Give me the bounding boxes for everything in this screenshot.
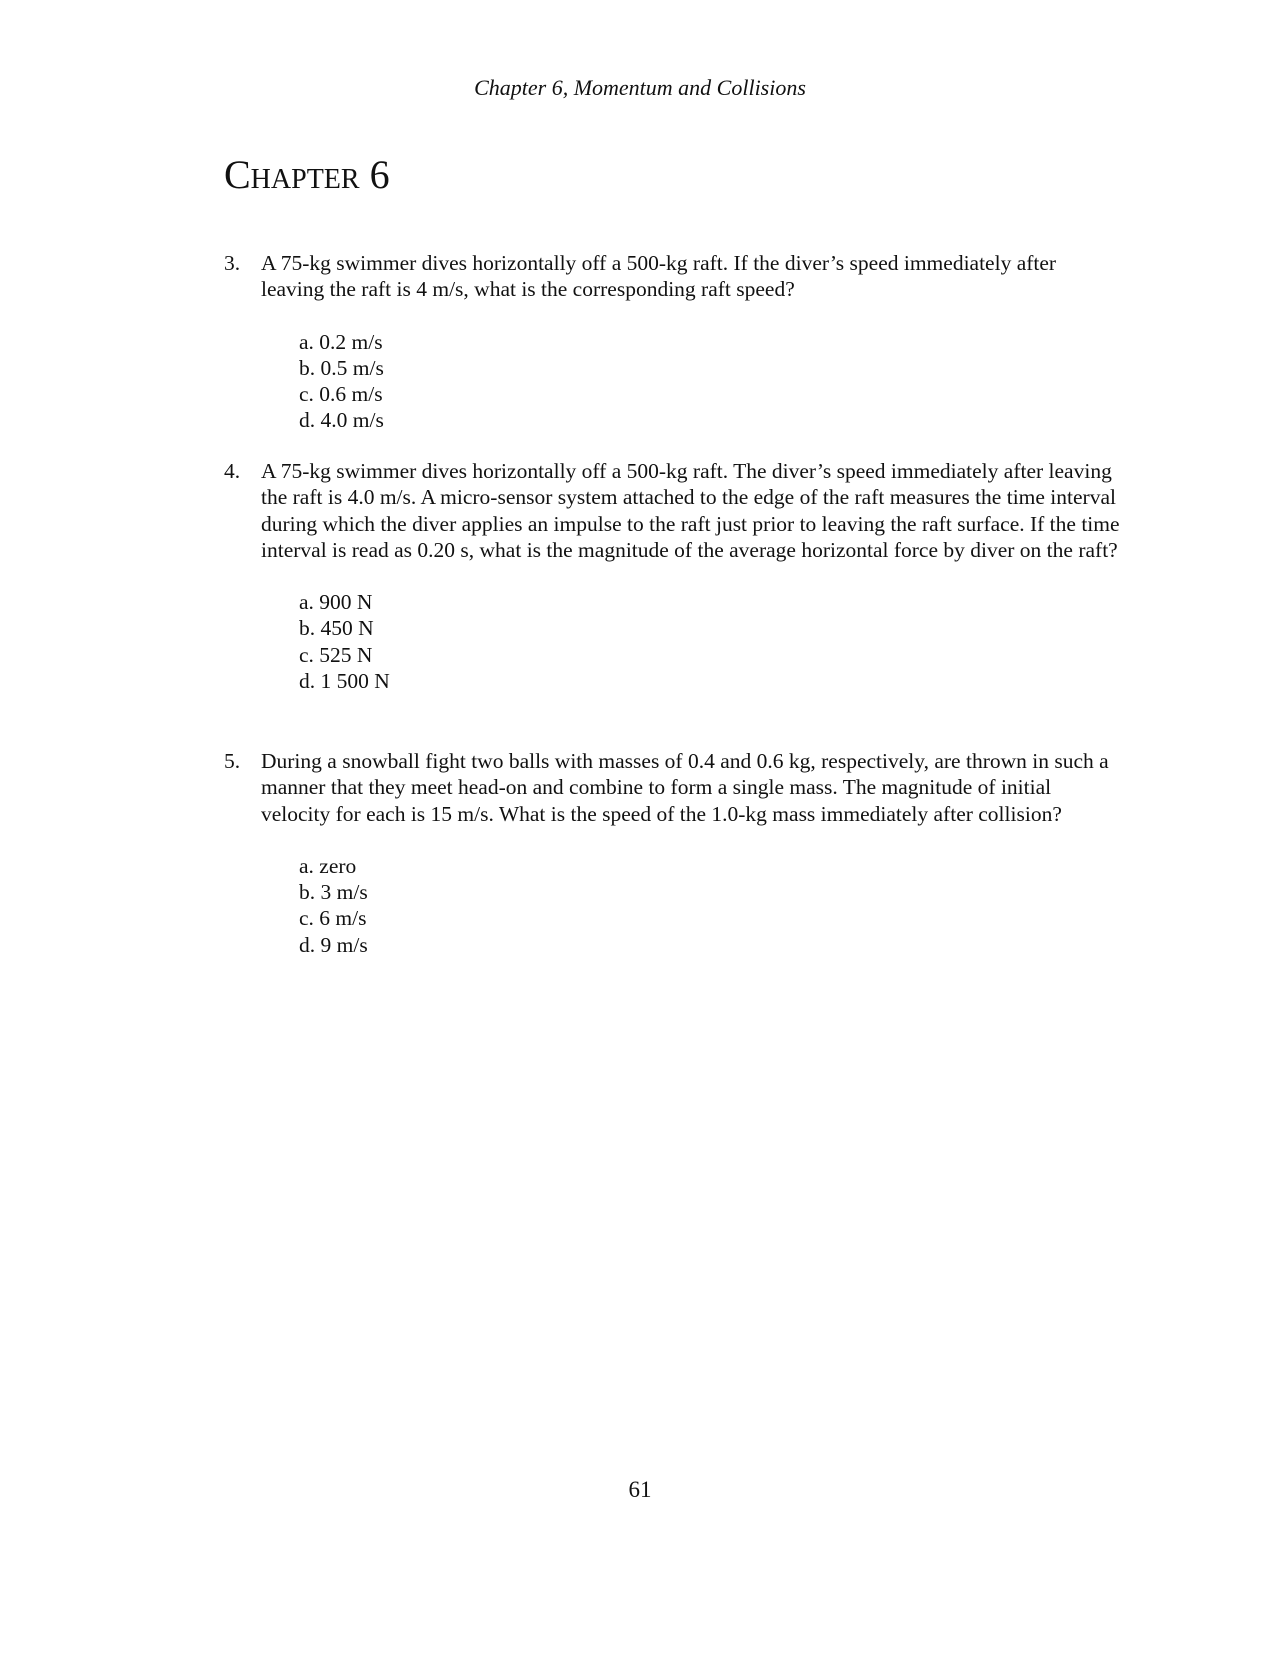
page-number: 61 xyxy=(628,1477,652,1502)
question-text: During a snowball fight two balls with masses of 0.4 and 0.6 kg, respectively, are thrown in such a manner that they meet head-on and combine to form a single mass. The magnitude of initial velocity for each is 15 m/s. What is the speed of the 1.0-kg mass immediately after collision? xyxy=(261,749,1109,826)
answer-option-d: d. 1 500 N xyxy=(299,669,390,694)
answer-options xyxy=(261,589,1120,694)
answer-option-c: c. 6 m/s xyxy=(299,906,367,931)
answer-option-a: a. 0.2 m/s xyxy=(299,329,383,354)
question-number: 3. xyxy=(224,251,241,275)
answer-option-b: b. 3 m/s xyxy=(299,880,368,905)
running-header: Chapter 6, Momentum and Collisions xyxy=(474,75,806,100)
answer-options xyxy=(261,853,1120,958)
answer-option-d: d. 4.0 m/s xyxy=(299,408,384,433)
question-4 xyxy=(220,458,1120,748)
answer-option-a: a. 900 N xyxy=(299,590,373,615)
question-text: A 75-kg swimmer dives horizontally off a 500-kg raft. If the diver’s speed immediately after leaving the raft is 4 m/s, what is the corresponding raft speed? xyxy=(261,251,1057,302)
answer-option-b: b. 450 N xyxy=(299,616,374,641)
answer-option-c: c. 525 N xyxy=(299,642,373,667)
answer-option-a: a. zero xyxy=(299,853,357,878)
question-number: 4. xyxy=(224,459,241,483)
chapter-title: Chapter 6 xyxy=(224,152,390,197)
question-5 xyxy=(220,748,1120,988)
question-number: 5. xyxy=(224,749,241,773)
answer-options xyxy=(261,329,1120,434)
answer-option-c: c. 0.6 m/s xyxy=(299,382,383,407)
answer-option-d: d. 9 m/s xyxy=(299,932,368,957)
question-text: A 75-kg swimmer dives horizontally off a 500-kg raft. The diver’s speed immediately after leaving the raft is 4.0 m/s. A micro-sensor system attached to the edge of the raft measures the time interval during which the diver applies an impulse to the raft just prior to leaving the raft surface. If the time interval is read as 0.20 s, what is the magnitude of the average horizontal force by diver on the raft? xyxy=(261,459,1120,562)
question-3 xyxy=(220,250,1120,458)
answer-option-b: b. 0.5 m/s xyxy=(299,355,384,380)
question-list xyxy=(220,250,1120,988)
